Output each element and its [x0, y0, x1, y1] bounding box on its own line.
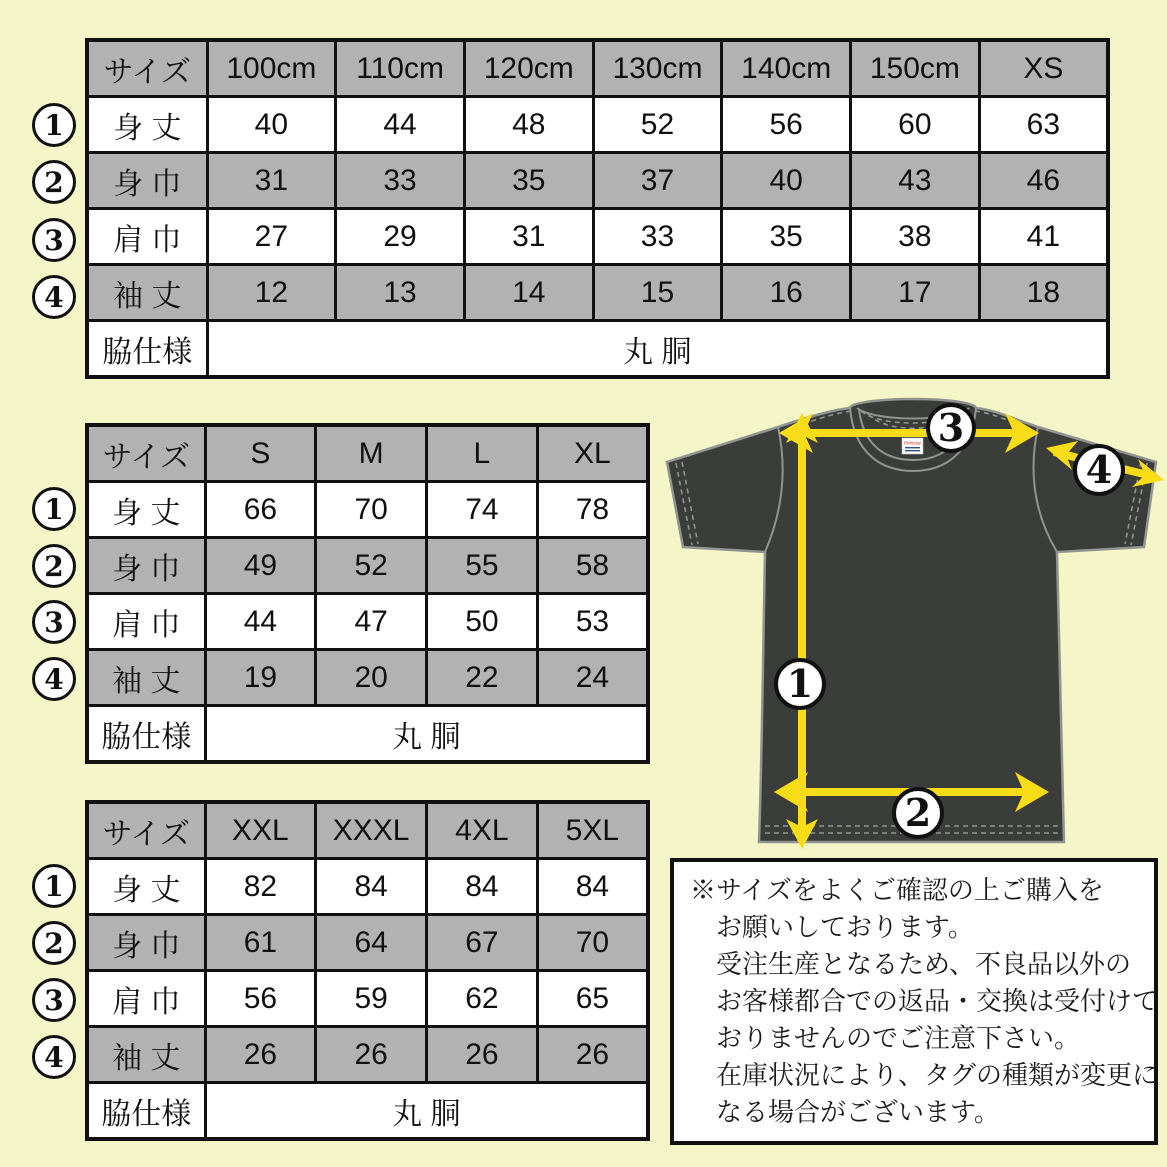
side-spec-value: 丸 胴: [205, 706, 648, 763]
table-row: [87, 971, 648, 1027]
measurement-cell: 55: [427, 538, 538, 594]
tshirt-measurement-diagram: [655, 395, 1167, 865]
row-marker-circle: 2: [32, 544, 76, 588]
svg-text:3: 3: [937, 405, 965, 450]
measurement-cell: 33: [336, 153, 465, 209]
column-header: サイズ: [87, 802, 205, 859]
row-label: 肩 巾: [87, 209, 207, 265]
measurement-cell: 37: [593, 153, 722, 209]
column-header: M: [316, 425, 427, 482]
measurement-cell: 61: [205, 915, 316, 971]
row-label: 袖 丈: [87, 1027, 205, 1083]
row-label: 身 丈: [87, 97, 207, 153]
measurement-cell: 66: [205, 482, 316, 538]
column-header: 4XL: [427, 802, 538, 859]
column-header: XXXL: [316, 802, 427, 859]
size-table: [85, 423, 650, 764]
measurement-cell: 63: [979, 97, 1108, 153]
measurement-cell: 35: [464, 153, 593, 209]
neck-tag-brand: Printstar: [903, 440, 922, 446]
note-line: なる場合がございます。: [716, 1097, 1000, 1127]
measurement-cell: 26: [427, 1027, 538, 1083]
measurement-cell: 35: [722, 209, 851, 265]
measurement-cell: 46: [979, 153, 1108, 209]
row-label: 肩 巾: [87, 971, 205, 1027]
table-row: [87, 153, 1108, 209]
column-header: 5XL: [537, 802, 648, 859]
measurement-cell: 12: [207, 265, 336, 321]
column-header: 100cm: [207, 40, 336, 97]
note-line: 在庫状況により、タグの種類が変更に: [716, 1060, 1159, 1090]
row-label: 身 巾: [87, 538, 205, 594]
column-header: 150cm: [851, 40, 980, 97]
row-label: 身 巾: [87, 915, 205, 971]
measurement-cell: 38: [851, 209, 980, 265]
measurement-cell: 26: [537, 1027, 648, 1083]
measurement-cell: 84: [537, 859, 648, 915]
measurement-cell: 16: [722, 265, 851, 321]
column-header: 110cm: [336, 40, 465, 97]
measurement-cell: 44: [205, 594, 316, 650]
measurement-cell: 48: [464, 97, 593, 153]
row-label: 身 丈: [87, 859, 205, 915]
note-box: [670, 858, 1158, 1145]
table-row: [87, 859, 648, 915]
note-line: 受注生産となるため、不良品以外の: [716, 949, 1131, 979]
row-marker-circle: 4: [32, 275, 76, 319]
measurement-cell: 31: [207, 153, 336, 209]
size-table-adult: [85, 423, 650, 764]
table-row: [87, 538, 648, 594]
table-row: [87, 650, 648, 706]
diagram-badge-1: [776, 660, 824, 708]
row-marker-circle: 2: [32, 921, 76, 965]
measurement-cell: 84: [427, 859, 538, 915]
measurement-cell: 52: [593, 97, 722, 153]
side-spec-row: [87, 1083, 648, 1140]
measurement-cell: 26: [316, 1027, 427, 1083]
neck-tag: [902, 438, 923, 454]
column-header: XXL: [205, 802, 316, 859]
table-row: [87, 594, 648, 650]
note-line: ※サイズをよくご確認の上ご購入を: [690, 875, 1104, 905]
measurement-cell: 53: [537, 594, 648, 650]
row-label: 袖 丈: [87, 265, 207, 321]
measurement-cell: 58: [537, 538, 648, 594]
row-marker-circle: 2: [32, 160, 76, 204]
column-header: L: [427, 425, 538, 482]
note-line: お客様都合での返品・交換は受付けて: [716, 986, 1159, 1016]
measurement-cell: 40: [722, 153, 851, 209]
measurement-cell: 56: [205, 971, 316, 1027]
row-marker-circle: 3: [32, 978, 76, 1022]
column-header: サイズ: [87, 40, 207, 97]
measurement-cell: 78: [537, 482, 648, 538]
side-spec-value: 丸 胴: [207, 321, 1108, 378]
column-header: 120cm: [464, 40, 593, 97]
size-table: [85, 38, 1110, 379]
measurement-cell: 13: [336, 265, 465, 321]
measurement-cell: 24: [537, 650, 648, 706]
size-table-big: [85, 800, 650, 1141]
side-spec-label: 脇仕様: [87, 321, 207, 378]
table-row: [87, 265, 1108, 321]
diagram-badge-4: [1075, 446, 1123, 494]
measurement-cell: 70: [537, 915, 648, 971]
measurement-cell: 20: [316, 650, 427, 706]
size-table: [85, 800, 650, 1141]
row-label: 身 丈: [87, 482, 205, 538]
measurement-cell: 64: [316, 915, 427, 971]
side-spec-label: 脇仕様: [87, 1083, 205, 1140]
measurement-cell: 56: [722, 97, 851, 153]
measurement-cell: 22: [427, 650, 538, 706]
measurement-cell: 70: [316, 482, 427, 538]
measurement-cell: 40: [207, 97, 336, 153]
row-marker-circle: 1: [32, 103, 76, 147]
column-header: XL: [537, 425, 648, 482]
measurement-cell: 52: [316, 538, 427, 594]
measurement-cell: 60: [851, 97, 980, 153]
measurement-cell: 17: [851, 265, 980, 321]
measurement-cell: 65: [537, 971, 648, 1027]
row-marker-circle: 4: [32, 1035, 76, 1079]
measurement-cell: 62: [427, 971, 538, 1027]
measurement-cell: 74: [427, 482, 538, 538]
measurement-cell: 44: [336, 97, 465, 153]
table-row: [87, 97, 1108, 153]
column-header: サイズ: [87, 425, 205, 482]
diagram-badge-2: [894, 789, 942, 837]
measurement-cell: 67: [427, 915, 538, 971]
row-marker-circle: 3: [32, 218, 76, 262]
measurement-cell: 14: [464, 265, 593, 321]
side-spec-row: [87, 321, 1108, 378]
side-spec-value: 丸 胴: [205, 1083, 648, 1140]
measurement-cell: 49: [205, 538, 316, 594]
side-spec-row: [87, 706, 648, 763]
row-marker-circle: 1: [32, 487, 76, 531]
table-row: [87, 915, 648, 971]
column-header: 140cm: [722, 40, 851, 97]
measurement-cell: 27: [207, 209, 336, 265]
note-line: お願いしております。: [716, 912, 974, 942]
measurement-cell: 31: [464, 209, 593, 265]
row-label: 肩 巾: [87, 594, 205, 650]
note-line: おりませんのでご注意下さい。: [716, 1023, 1081, 1053]
measurement-cell: 41: [979, 209, 1108, 265]
diagram-badge-3: [928, 405, 974, 451]
measurement-cell: 82: [205, 859, 316, 915]
row-marker-circle: 3: [32, 600, 76, 644]
row-label: 袖 丈: [87, 650, 205, 706]
measurement-cell: 43: [851, 153, 980, 209]
column-header: 130cm: [593, 40, 722, 97]
table-row: [87, 482, 648, 538]
svg-text:1: 1: [786, 661, 814, 706]
measurement-cell: 18: [979, 265, 1108, 321]
svg-text:4: 4: [1085, 447, 1113, 492]
side-spec-label: 脇仕様: [87, 706, 205, 763]
row-label: 身 巾: [87, 153, 207, 209]
size-table-kids: [85, 38, 1110, 379]
row-marker-circle: 4: [32, 657, 76, 701]
svg-text:2: 2: [904, 790, 932, 835]
table-row: [87, 1027, 648, 1083]
measurement-cell: 29: [336, 209, 465, 265]
measurement-cell: 26: [205, 1027, 316, 1083]
column-header: XS: [979, 40, 1108, 97]
measurement-cell: 50: [427, 594, 538, 650]
measurement-cell: 19: [205, 650, 316, 706]
table-row: [87, 209, 1108, 265]
measurement-cell: 33: [593, 209, 722, 265]
measurement-cell: 15: [593, 265, 722, 321]
measurement-cell: 47: [316, 594, 427, 650]
measurement-cell: 84: [316, 859, 427, 915]
row-marker-circle: 1: [32, 864, 76, 908]
column-header: S: [205, 425, 316, 482]
measurement-cell: 59: [316, 971, 427, 1027]
